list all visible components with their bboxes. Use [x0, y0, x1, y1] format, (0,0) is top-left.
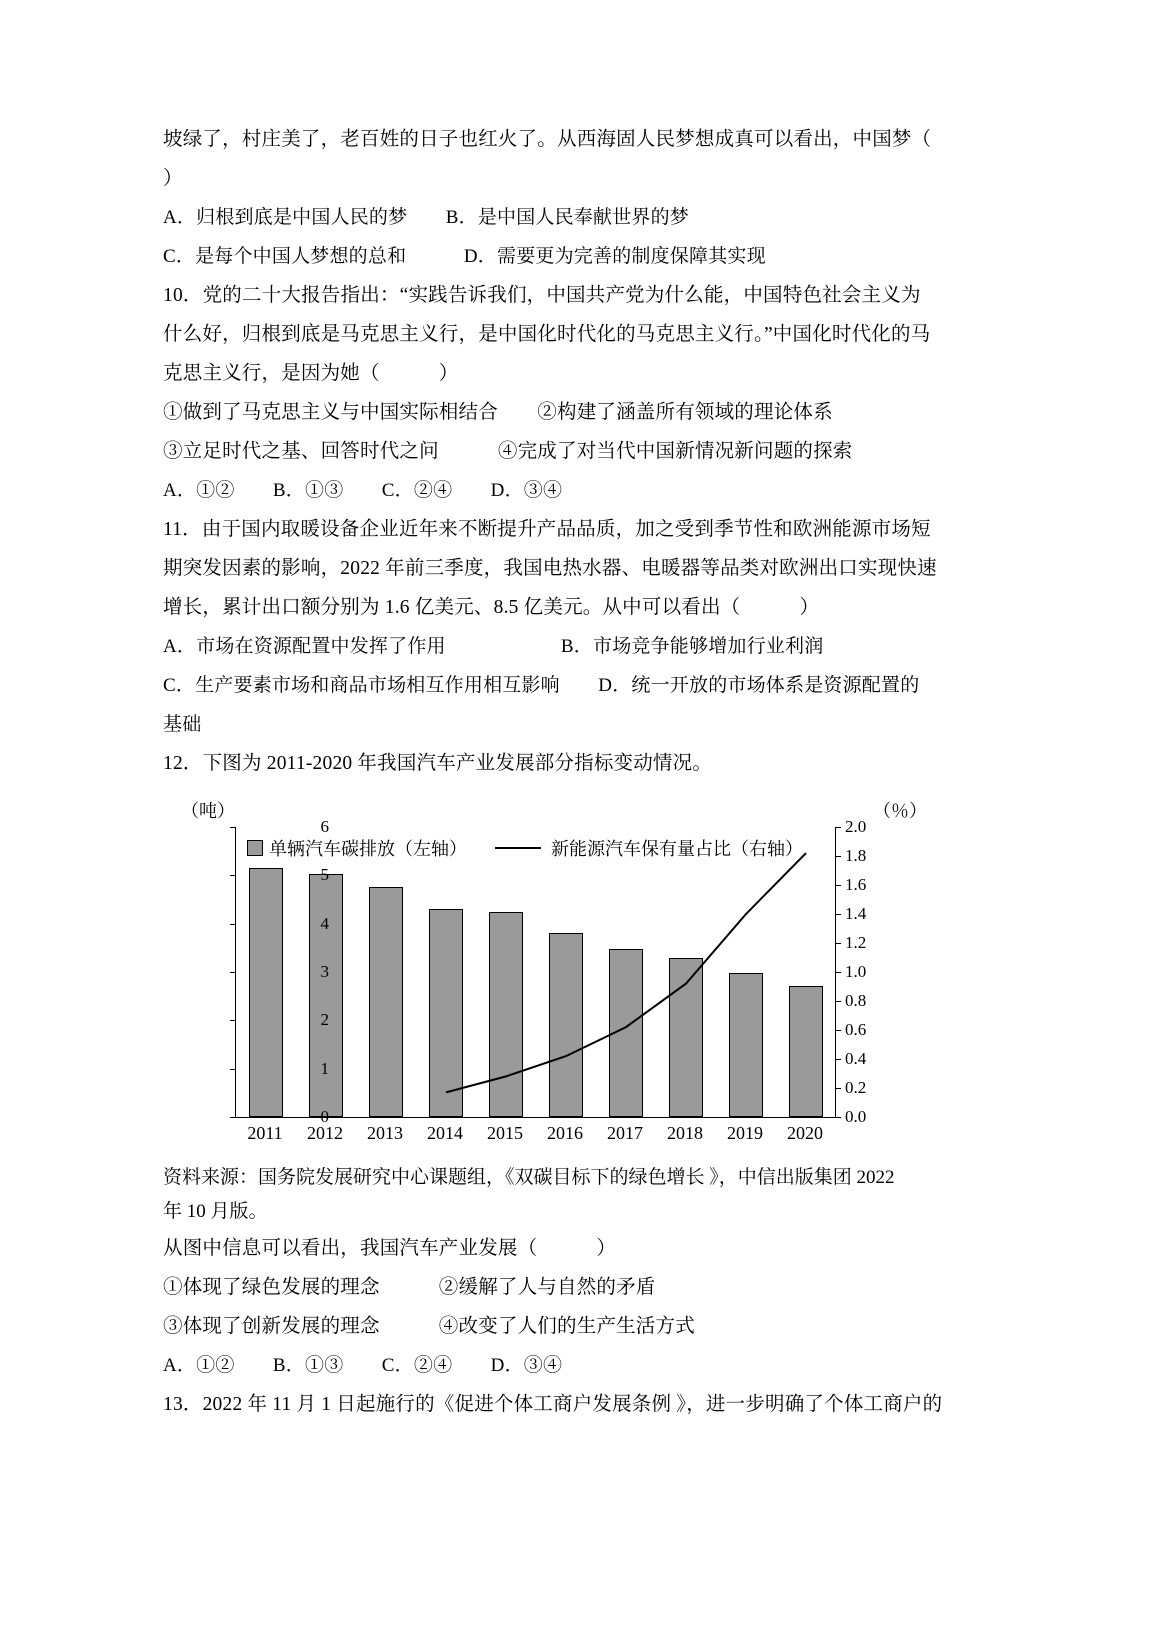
car-industry-chart: [173, 791, 933, 1161]
question-10-statement-2: ③立足时代之基、回答时代之问 ④完成了对当代中国新情况新问题的探索: [163, 441, 853, 462]
y-axis-left-tick: 5: [320, 865, 329, 885]
y-axis-right-tick: 0.4: [845, 1049, 867, 1068]
x-axis-tick: 2016: [547, 1123, 583, 1143]
y-axis-right-tick: 0.6: [845, 1020, 867, 1039]
x-axis-tick: 2018: [667, 1123, 703, 1143]
y-axis-right-tick: 0.2: [845, 1078, 867, 1097]
question-12-statement-1: ①体现了绿色发展的理念 ②缓解了人与自然的矛盾: [163, 1277, 656, 1298]
x-axis-tick: 2014: [427, 1123, 463, 1143]
y-axis-right-tick: 1.6: [845, 875, 867, 894]
y-axis-left-tick: 6: [320, 817, 329, 836]
y-axis-left-tick: 0: [320, 1107, 329, 1126]
question-12-statement-2: ③体现了创新发展的理念 ④改变了人们的生产生活方式: [163, 1316, 695, 1337]
y-axis-right-tickmark: [835, 885, 841, 886]
x-axis-tick: 2020: [787, 1123, 823, 1143]
question-11-line-3: 增长，累计出口额分别为 1.6 亿美元、8.5 亿美元。从中可以看出（ ）: [163, 597, 820, 618]
y-axis-right-tick: 1.8: [845, 846, 867, 865]
y-axis-right-tickmark: [835, 1059, 841, 1060]
question-10-line-3: 克思主义行，是因为她（ ）: [163, 363, 459, 384]
chart-source-line-2: 年 10 月版。: [163, 1201, 268, 1222]
y-axis-right-tick: 0.8: [845, 991, 867, 1010]
x-axis-tick: 2017: [607, 1123, 643, 1143]
y-axis-right-tick: 2.0: [845, 817, 867, 836]
question-11-options-3: 基础: [163, 714, 202, 735]
y-axis-right-tick: 0.0: [845, 1107, 867, 1126]
legend-line-label: 新能源汽车保有量占比（右轴）: [551, 839, 803, 859]
question-11-line-2: 期突发因素的影响，2022 年前三季度，我国电热水器、电暖器等品类对欧洲出口实现快速: [163, 558, 937, 579]
y-axis-right-tickmark: [835, 1001, 841, 1002]
y-axis-right-tickmark: [835, 1117, 841, 1118]
chart-right-unit: （％）: [873, 801, 927, 821]
question-12-stem: 12．下图为 2011-2020 年我国汽车产业发展部分指标变动情况。: [163, 753, 713, 774]
y-axis-right-tickmark: [835, 856, 841, 857]
chart-source-line-1: 资料来源：国务院发展研究中心课题组，《双碳目标下的绿色增长 》，中信出版集团 2022: [163, 1167, 895, 1188]
chart-left-unit: （吨）: [181, 801, 235, 821]
question-11-options-2: C．生产要素市场和商品市场相互作用相互影响 D．统一开放的市场体系是资源配置的: [163, 675, 920, 696]
document-body: [163, 120, 953, 1424]
question-10-line-2: 什么好，归根到底是马克思主义行，是中国化时代化的马克思主义行。”中国化时代化的马: [163, 324, 931, 345]
question-12-prompt: 从图中信息可以看出，我国汽车产业发展（ ）: [163, 1238, 617, 1259]
question-13-stem: 13．2022 年 11 月 1 日起施行的《促进个体工商户发展条例 》，进一步明确了个体工商户的: [163, 1394, 943, 1415]
y-axis-left-tickmark: [230, 1117, 236, 1118]
question-11-line-1: 11．由于国内取暖设备企业近年来不断提升产品品质，加之受到季节性和欧洲能源市场短: [163, 519, 931, 540]
x-axis-tick: 2015: [487, 1123, 523, 1143]
x-axis-tick: 2011: [247, 1123, 283, 1143]
y-axis-right-tickmark: [835, 1030, 841, 1031]
y-axis-left-tick: 2: [320, 1010, 329, 1030]
y-axis-right-tickmark: [835, 943, 841, 944]
y-axis-right-tick: 1.4: [845, 904, 867, 923]
paragraph: ）: [163, 168, 183, 189]
question-11-options-1: A．市场在资源配置中发挥了作用 B．市场竞争能够增加行业利润: [163, 636, 824, 657]
y-axis-right-tick: 1.0: [845, 962, 867, 981]
answer-options: C．是每个中国人梦想的总和 D．需要更为完善的制度保障其实现: [163, 246, 766, 267]
question-10-statement-1: ①做到了马克思主义与中国实际相结合 ②构建了涵盖所有领域的理论体系: [163, 402, 833, 423]
x-axis-tick: 2013: [367, 1123, 403, 1143]
x-axis-tick: 2019: [727, 1123, 763, 1143]
x-axis-tick: 2012: [307, 1123, 343, 1143]
y-axis-right-tick: 1.2: [845, 933, 867, 952]
y-axis-left-tick: 1: [320, 1058, 329, 1078]
y-axis-right-tickmark: [835, 972, 841, 973]
answer-options: A．归根到底是中国人民的梦 B．是中国人民奉献世界的梦: [163, 207, 689, 228]
y-axis-left-tick: 3: [320, 962, 329, 981]
question-12-options: A．①② B．①③ C．②④ D．③④: [163, 1355, 563, 1376]
y-axis-right-tickmark: [835, 1088, 841, 1089]
y-axis-right-tickmark: [835, 827, 841, 828]
question-10-line-1: 10．党的二十大报告指出：“实践告诉我们，中国共产党为什么能，中国特色社会主义为: [163, 285, 921, 306]
question-10-options: A．①② B．①③ C．②④ D．③④: [163, 480, 563, 501]
legend-bar-label: 单辆汽车碳排放（左轴）: [269, 839, 467, 859]
y-axis-left-tick: 4: [320, 913, 329, 933]
y-axis-right-tickmark: [835, 914, 841, 915]
paragraph: 坡绿了，村庄美了，老百姓的日子也红火了。从西海固人民梦想成真可以看出，中国梦（: [163, 129, 932, 150]
